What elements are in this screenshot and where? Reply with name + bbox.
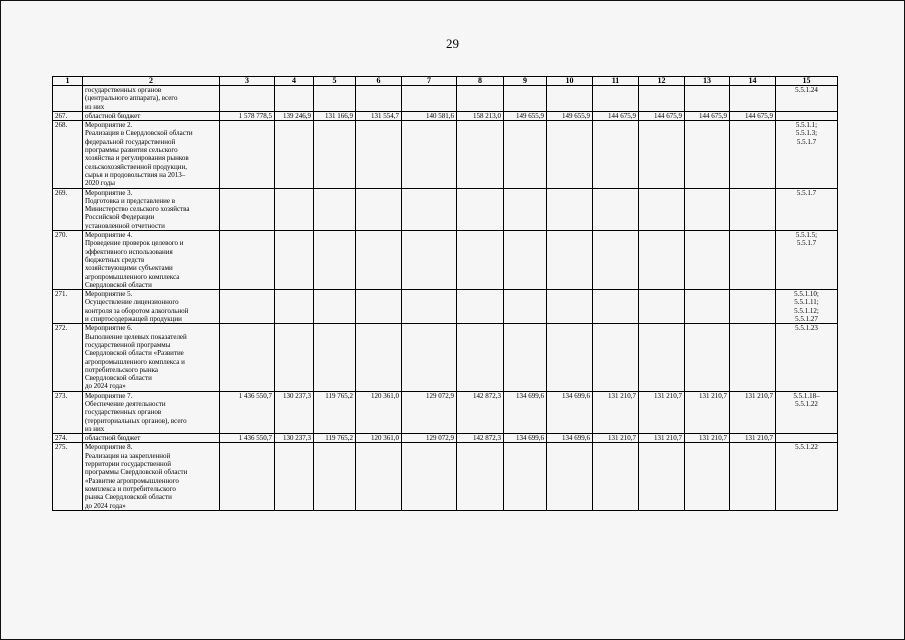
value-cell: 131 210,7 [685, 391, 730, 433]
value-cell: 158 213,0 [457, 111, 504, 120]
table-row [53, 443, 838, 510]
table-row [53, 231, 838, 290]
value-cell [504, 231, 547, 290]
value-cell: 129 072,9 [402, 434, 457, 443]
row-description: Мероприятие 8. Реализация на закрепленной территории государственной программы Свердловской области «Развитие агропромышленного комплекса и потребительского рынка Свердловской области до 2024 года» [83, 443, 220, 510]
value-cell [504, 188, 547, 230]
value-cell [314, 324, 356, 391]
value-cell [685, 188, 730, 230]
value-cell: 1 578 778,5 [220, 111, 275, 120]
table-row [53, 290, 838, 324]
row-number: 274. [53, 434, 83, 443]
value-cell [314, 188, 356, 230]
value-cell: 119 765,2 [314, 391, 356, 433]
value-cell: 134 699,6 [504, 434, 547, 443]
row-number: 267. [53, 111, 83, 120]
table-row [53, 391, 838, 433]
value-cell: 149 655,9 [547, 111, 593, 120]
value-cell [275, 290, 314, 324]
value-cell [593, 121, 639, 188]
value-cell: 130 237,3 [275, 434, 314, 443]
value-cell: 131 210,7 [639, 391, 685, 433]
value-cell [220, 290, 275, 324]
value-cell [275, 86, 314, 112]
table-row [53, 324, 838, 391]
column-header-7: 7 [402, 77, 457, 86]
column-header-2: 2 [83, 77, 220, 86]
value-cell: 131 210,7 [639, 434, 685, 443]
value-cell [457, 290, 504, 324]
value-cell [220, 86, 275, 112]
target-reference [776, 111, 838, 120]
value-cell [593, 188, 639, 230]
value-cell: 131 210,7 [730, 391, 776, 433]
target-reference: 5.5.1.7 [776, 188, 838, 230]
value-cell: 120 361,0 [356, 434, 402, 443]
value-cell [685, 86, 730, 112]
value-cell [220, 231, 275, 290]
value-cell [639, 231, 685, 290]
value-cell: 131 210,7 [593, 434, 639, 443]
value-cell [639, 443, 685, 510]
value-cell [220, 324, 275, 391]
row-number: 275. [53, 443, 83, 510]
target-reference [776, 434, 838, 443]
column-header-3: 3 [220, 77, 275, 86]
value-cell [685, 121, 730, 188]
table-row [53, 86, 838, 112]
row-description: Мероприятие 2. Реализация в Свердловской области федеральной государственной программы развития сельского хозяйства и регулирования рынков сельскохозяйственной продукции, сырья и продовольствия на 2013– 2020 годы [83, 121, 220, 188]
column-header-5: 5 [314, 77, 356, 86]
value-cell [457, 443, 504, 510]
value-cell [730, 188, 776, 230]
value-cell: 144 675,9 [730, 111, 776, 120]
value-cell [593, 86, 639, 112]
column-header-4: 4 [275, 77, 314, 86]
row-number: 269. [53, 188, 83, 230]
value-cell [457, 231, 504, 290]
value-cell [402, 121, 457, 188]
value-cell [275, 231, 314, 290]
value-cell [547, 290, 593, 324]
row-number [53, 86, 83, 112]
row-description: государственных органов (центрального аппарата), всего из них [83, 86, 220, 112]
value-cell: 144 675,9 [639, 111, 685, 120]
column-header-9: 9 [504, 77, 547, 86]
value-cell [220, 443, 275, 510]
value-cell [639, 121, 685, 188]
value-cell [220, 188, 275, 230]
table-body [53, 86, 838, 511]
value-cell [402, 231, 457, 290]
value-cell [730, 443, 776, 510]
page-number: 29 [446, 36, 459, 51]
value-cell: 142 872,3 [457, 434, 504, 443]
budget-table [52, 76, 838, 511]
value-cell [593, 231, 639, 290]
value-cell [639, 188, 685, 230]
target-reference: 5.5.1.10; 5.5.1.11; 5.5.1.12; 5.5.1.27 [776, 290, 838, 324]
value-cell [685, 231, 730, 290]
value-cell [457, 86, 504, 112]
column-header-10: 10 [547, 77, 593, 86]
row-number: 271. [53, 290, 83, 324]
column-header-8: 8 [457, 77, 504, 86]
value-cell [504, 290, 547, 324]
value-cell: 139 246,9 [275, 111, 314, 120]
column-header-12: 12 [639, 77, 685, 86]
value-cell: 134 699,6 [504, 391, 547, 433]
value-cell: 131 554,7 [356, 111, 402, 120]
row-description: Мероприятие 7. Обеспечение деятельности государственных органов (территориальных органов), всего из них [83, 391, 220, 433]
value-cell [547, 188, 593, 230]
row-number: 268. [53, 121, 83, 188]
table-row [53, 121, 838, 188]
value-cell: 120 361,0 [356, 391, 402, 433]
value-cell: 144 675,9 [593, 111, 639, 120]
value-cell [639, 324, 685, 391]
value-cell [314, 443, 356, 510]
value-cell [504, 443, 547, 510]
value-cell [730, 86, 776, 112]
value-cell: 119 765,2 [314, 434, 356, 443]
target-reference: 5.5.1.23 [776, 324, 838, 391]
column-header-14: 14 [730, 77, 776, 86]
value-cell: 131 210,7 [685, 434, 730, 443]
value-cell [685, 290, 730, 324]
row-description: Мероприятие 4. Проведение проверок целевого и эффективного использования бюджетных средств хозяйствующими субъектами агропромышленного комплекса Свердловской области [83, 231, 220, 290]
row-description: Мероприятие 5. Осуществление лицензионного контроля за оборотом алкогольной и спиртосодержащей продукции [83, 290, 220, 324]
target-reference: 5.5.1.18– 5.5.1.22 [776, 391, 838, 433]
value-cell [314, 121, 356, 188]
value-cell [402, 324, 457, 391]
row-number: 270. [53, 231, 83, 290]
value-cell [593, 290, 639, 324]
value-cell [356, 231, 402, 290]
target-reference: 5.5.1.24 [776, 86, 838, 112]
header-row [53, 77, 838, 86]
row-description: Мероприятие 3. Подготовка и представление в Министерство сельского хозяйства Российской Федерации установленной отчетности [83, 188, 220, 230]
table-row [53, 188, 838, 230]
value-cell [685, 443, 730, 510]
value-cell [356, 290, 402, 324]
value-cell [730, 121, 776, 188]
value-cell [457, 188, 504, 230]
value-cell: 149 655,9 [504, 111, 547, 120]
value-cell [730, 290, 776, 324]
column-header-6: 6 [356, 77, 402, 86]
value-cell: 131 166,9 [314, 111, 356, 120]
row-number: 272. [53, 324, 83, 391]
value-cell [402, 290, 457, 324]
value-cell [547, 231, 593, 290]
row-number: 273. [53, 391, 83, 433]
value-cell [547, 121, 593, 188]
value-cell [685, 324, 730, 391]
table-row [53, 111, 838, 120]
value-cell: 134 699,6 [547, 391, 593, 433]
value-cell [639, 290, 685, 324]
column-header-13: 13 [685, 77, 730, 86]
value-cell [314, 231, 356, 290]
value-cell [593, 443, 639, 510]
value-cell: 130 237,3 [275, 391, 314, 433]
value-cell [457, 324, 504, 391]
value-cell [275, 443, 314, 510]
value-cell [730, 231, 776, 290]
value-cell [356, 443, 402, 510]
value-cell: 140 581,6 [402, 111, 457, 120]
value-cell [356, 324, 402, 391]
row-description: областной бюджет [83, 111, 220, 120]
value-cell [730, 324, 776, 391]
value-cell [275, 188, 314, 230]
value-cell: 1 436 550,7 [220, 434, 275, 443]
value-cell [356, 121, 402, 188]
target-reference: 5.5.1.22 [776, 443, 838, 510]
value-cell [639, 86, 685, 112]
value-cell [504, 324, 547, 391]
value-cell [275, 324, 314, 391]
value-cell [402, 443, 457, 510]
value-cell: 134 699,6 [547, 434, 593, 443]
value-cell: 1 436 550,7 [220, 391, 275, 433]
value-cell: 144 675,9 [685, 111, 730, 120]
value-cell [314, 86, 356, 112]
value-cell [314, 290, 356, 324]
row-description: областной бюджет [83, 434, 220, 443]
value-cell [356, 86, 402, 112]
value-cell [593, 324, 639, 391]
table-row [53, 434, 838, 443]
column-header-1: 1 [53, 77, 83, 86]
value-cell [275, 121, 314, 188]
column-header-15: 15 [776, 77, 838, 86]
value-cell: 131 210,7 [730, 434, 776, 443]
value-cell [220, 121, 275, 188]
target-reference: 5.5.1.1; 5.5.1.3; 5.5.1.7 [776, 121, 838, 188]
value-cell: 131 210,7 [593, 391, 639, 433]
value-cell [547, 324, 593, 391]
value-cell [457, 121, 504, 188]
column-header-11: 11 [593, 77, 639, 86]
value-cell: 142 872,3 [457, 391, 504, 433]
value-cell [504, 86, 547, 112]
value-cell [402, 86, 457, 112]
value-cell: 129 072,9 [402, 391, 457, 433]
value-cell [356, 188, 402, 230]
value-cell [402, 188, 457, 230]
value-cell [547, 443, 593, 510]
value-cell [504, 121, 547, 188]
target-reference: 5.5.1.5; 5.5.1.7 [776, 231, 838, 290]
row-description: Мероприятие 6. Выполнение целевых показателей государственной программы Свердловской области «Развитие агропромышленного комплекса и потребительского рынка Свердловской области до 2024 года» [83, 324, 220, 391]
value-cell [547, 86, 593, 112]
